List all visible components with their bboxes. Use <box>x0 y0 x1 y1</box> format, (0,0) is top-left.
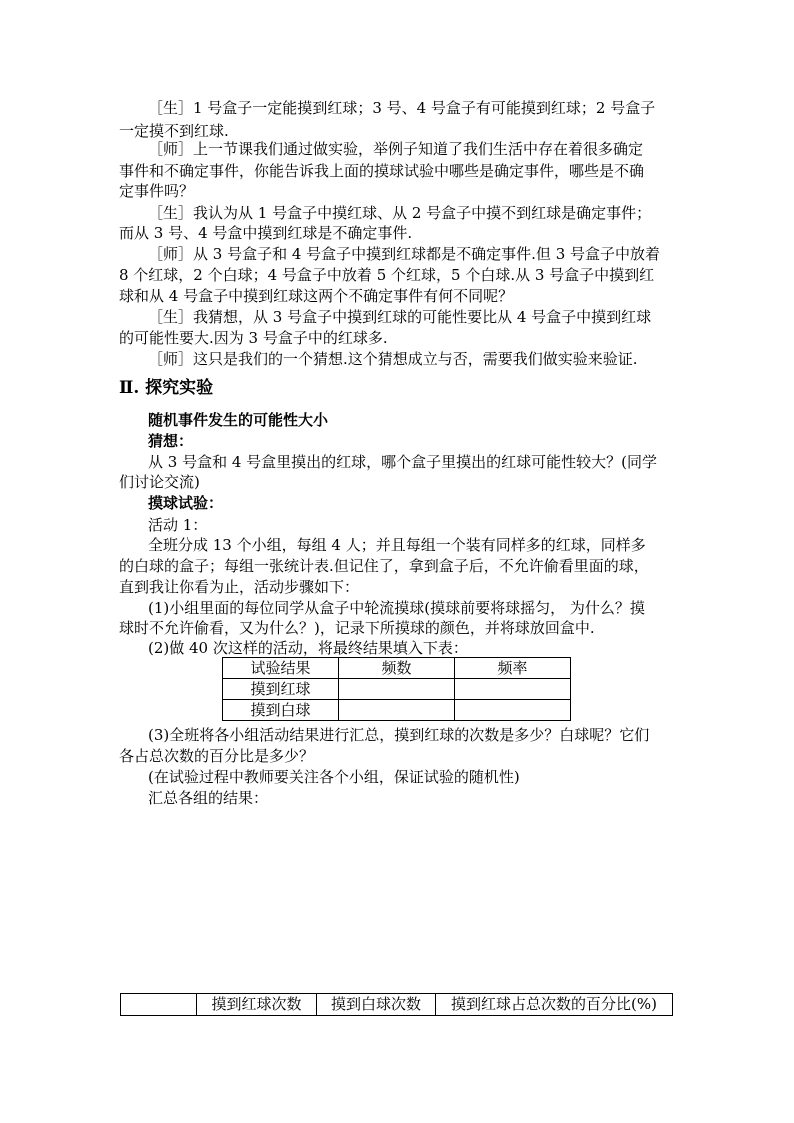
table-header-cell: 试验结果 <box>223 658 339 679</box>
step-line: (3)全班将各小组活动结果进行汇总，摸到红球的次数是多少？白球呢？它们 <box>148 726 650 744</box>
section-heading: Ⅱ. 探究实验 <box>119 378 214 398</box>
activity-label: 活动 1： <box>148 516 208 534</box>
dialogue-line: ［生］1 号盒子一定能摸到红球；3 号、4 号盒子有可能摸到红球；2 号盒子 <box>148 99 656 117</box>
subheading: 随机事件发生的可能性大小 <box>148 411 329 429</box>
dialogue-line: ［师］这只是我们的一个猜想.这个猜想成立与否，需要我们做实验来验证. <box>148 350 638 368</box>
activity-line: 的白球的盒子；每组一张统计表.但记住了，拿到盒子后，不允许偷看里面的球， <box>119 557 649 575</box>
result-table <box>222 657 571 721</box>
dialogue-line: 定事件吗？ <box>119 182 195 200</box>
table-cell <box>339 679 455 700</box>
dialogue-line: 而从 3 号、4 号盒中摸到红球是不确定事件. <box>119 224 413 242</box>
guess-line: 们讨论交流) <box>119 473 200 491</box>
step-line: 各占总次数的百分比是多少？ <box>119 747 315 765</box>
activity-line: 全班分成 13 个小组，每组 4 人；并且每组一个装有同样多的红球，同样多 <box>148 536 646 554</box>
table-header-row <box>223 658 571 679</box>
dialogue-line: 8 个红球，2 个白球；4 号盒子中放着 5 个红球，5 个白球.从 3 号盒子中摸到红 <box>119 266 655 284</box>
dialogue-line: 事件和不确定事件，你能告诉我上面的摸球试验中哪些是确定事件，哪些是不确 <box>119 162 645 180</box>
step-line: (2)做 40 次这样的活动，将最终结果填入下表： <box>148 639 468 657</box>
table-cell <box>455 679 571 700</box>
summary-label: 汇总各组的结果： <box>148 789 269 807</box>
activity-line: 直到我让你看为止，活动步骤如下： <box>119 578 360 596</box>
dialogue-line: 的可能性要大.因为 3 号盒子中的红球多. <box>119 329 388 347</box>
dialogue-line: ［生］我猜想，从 3 号盒子中摸到红球的可能性要比从 4 号盒子中摸到红球 <box>148 308 652 326</box>
table-cell: 摸到红球 <box>223 679 339 700</box>
dialogue-line: ［师］从 3 号盒子和 4 号盒子中摸到红球都是不确定事件.但 3 号盒子中放着 <box>148 245 661 263</box>
summary-table <box>120 993 673 1016</box>
table-cell <box>339 700 455 721</box>
table-header-row <box>121 994 673 1016</box>
step-line: 球时不允许偷看，又为什么？)，记录下所摸球的颜色，并将球放回盒中. <box>119 619 595 637</box>
trial-label: 摸球试验： <box>148 494 224 512</box>
dialogue-line: 球和从 4 号盒子中摸到红球这两个不确定事件有何不同呢？ <box>119 287 514 305</box>
dialogue-line: ［生］我认为从 1 号盒子中摸红球、从 2 号盒子中摸不到红球是确定事件； <box>148 204 652 222</box>
table-header-cell: 频数 <box>339 658 455 679</box>
table-header-cell: 摸到红球占总次数的百分比(%) <box>436 994 673 1016</box>
guess-line: 从 3 号盒和 4 号盒里摸出的红球，哪个盒子里摸出的红球可能性较大？(同学 <box>148 453 658 471</box>
table-header-cell <box>121 994 197 1016</box>
dialogue-line: 一定摸不到红球. <box>119 122 229 140</box>
note-line: (在试验过程中教师要关注各个小组，保证试验的随机性) <box>148 768 520 786</box>
dialogue-line: ［师］上一节课我们通过做实验，举例子知道了我们生活中存在着很多确定 <box>148 140 644 158</box>
table-header-cell: 摸到白球次数 <box>317 994 436 1016</box>
table-row <box>223 700 571 721</box>
table-cell <box>455 700 571 721</box>
table-header-cell: 摸到红球次数 <box>197 994 317 1016</box>
guess-label: 猜想： <box>148 432 194 450</box>
table-cell: 摸到白球 <box>223 700 339 721</box>
table-header-cell: 频率 <box>455 658 571 679</box>
step-line: (1)小组里面的每位同学从盒子中轮流摸球(摸球前要将球摇匀， 为什么？摸 <box>148 599 645 617</box>
table-row <box>223 679 571 700</box>
